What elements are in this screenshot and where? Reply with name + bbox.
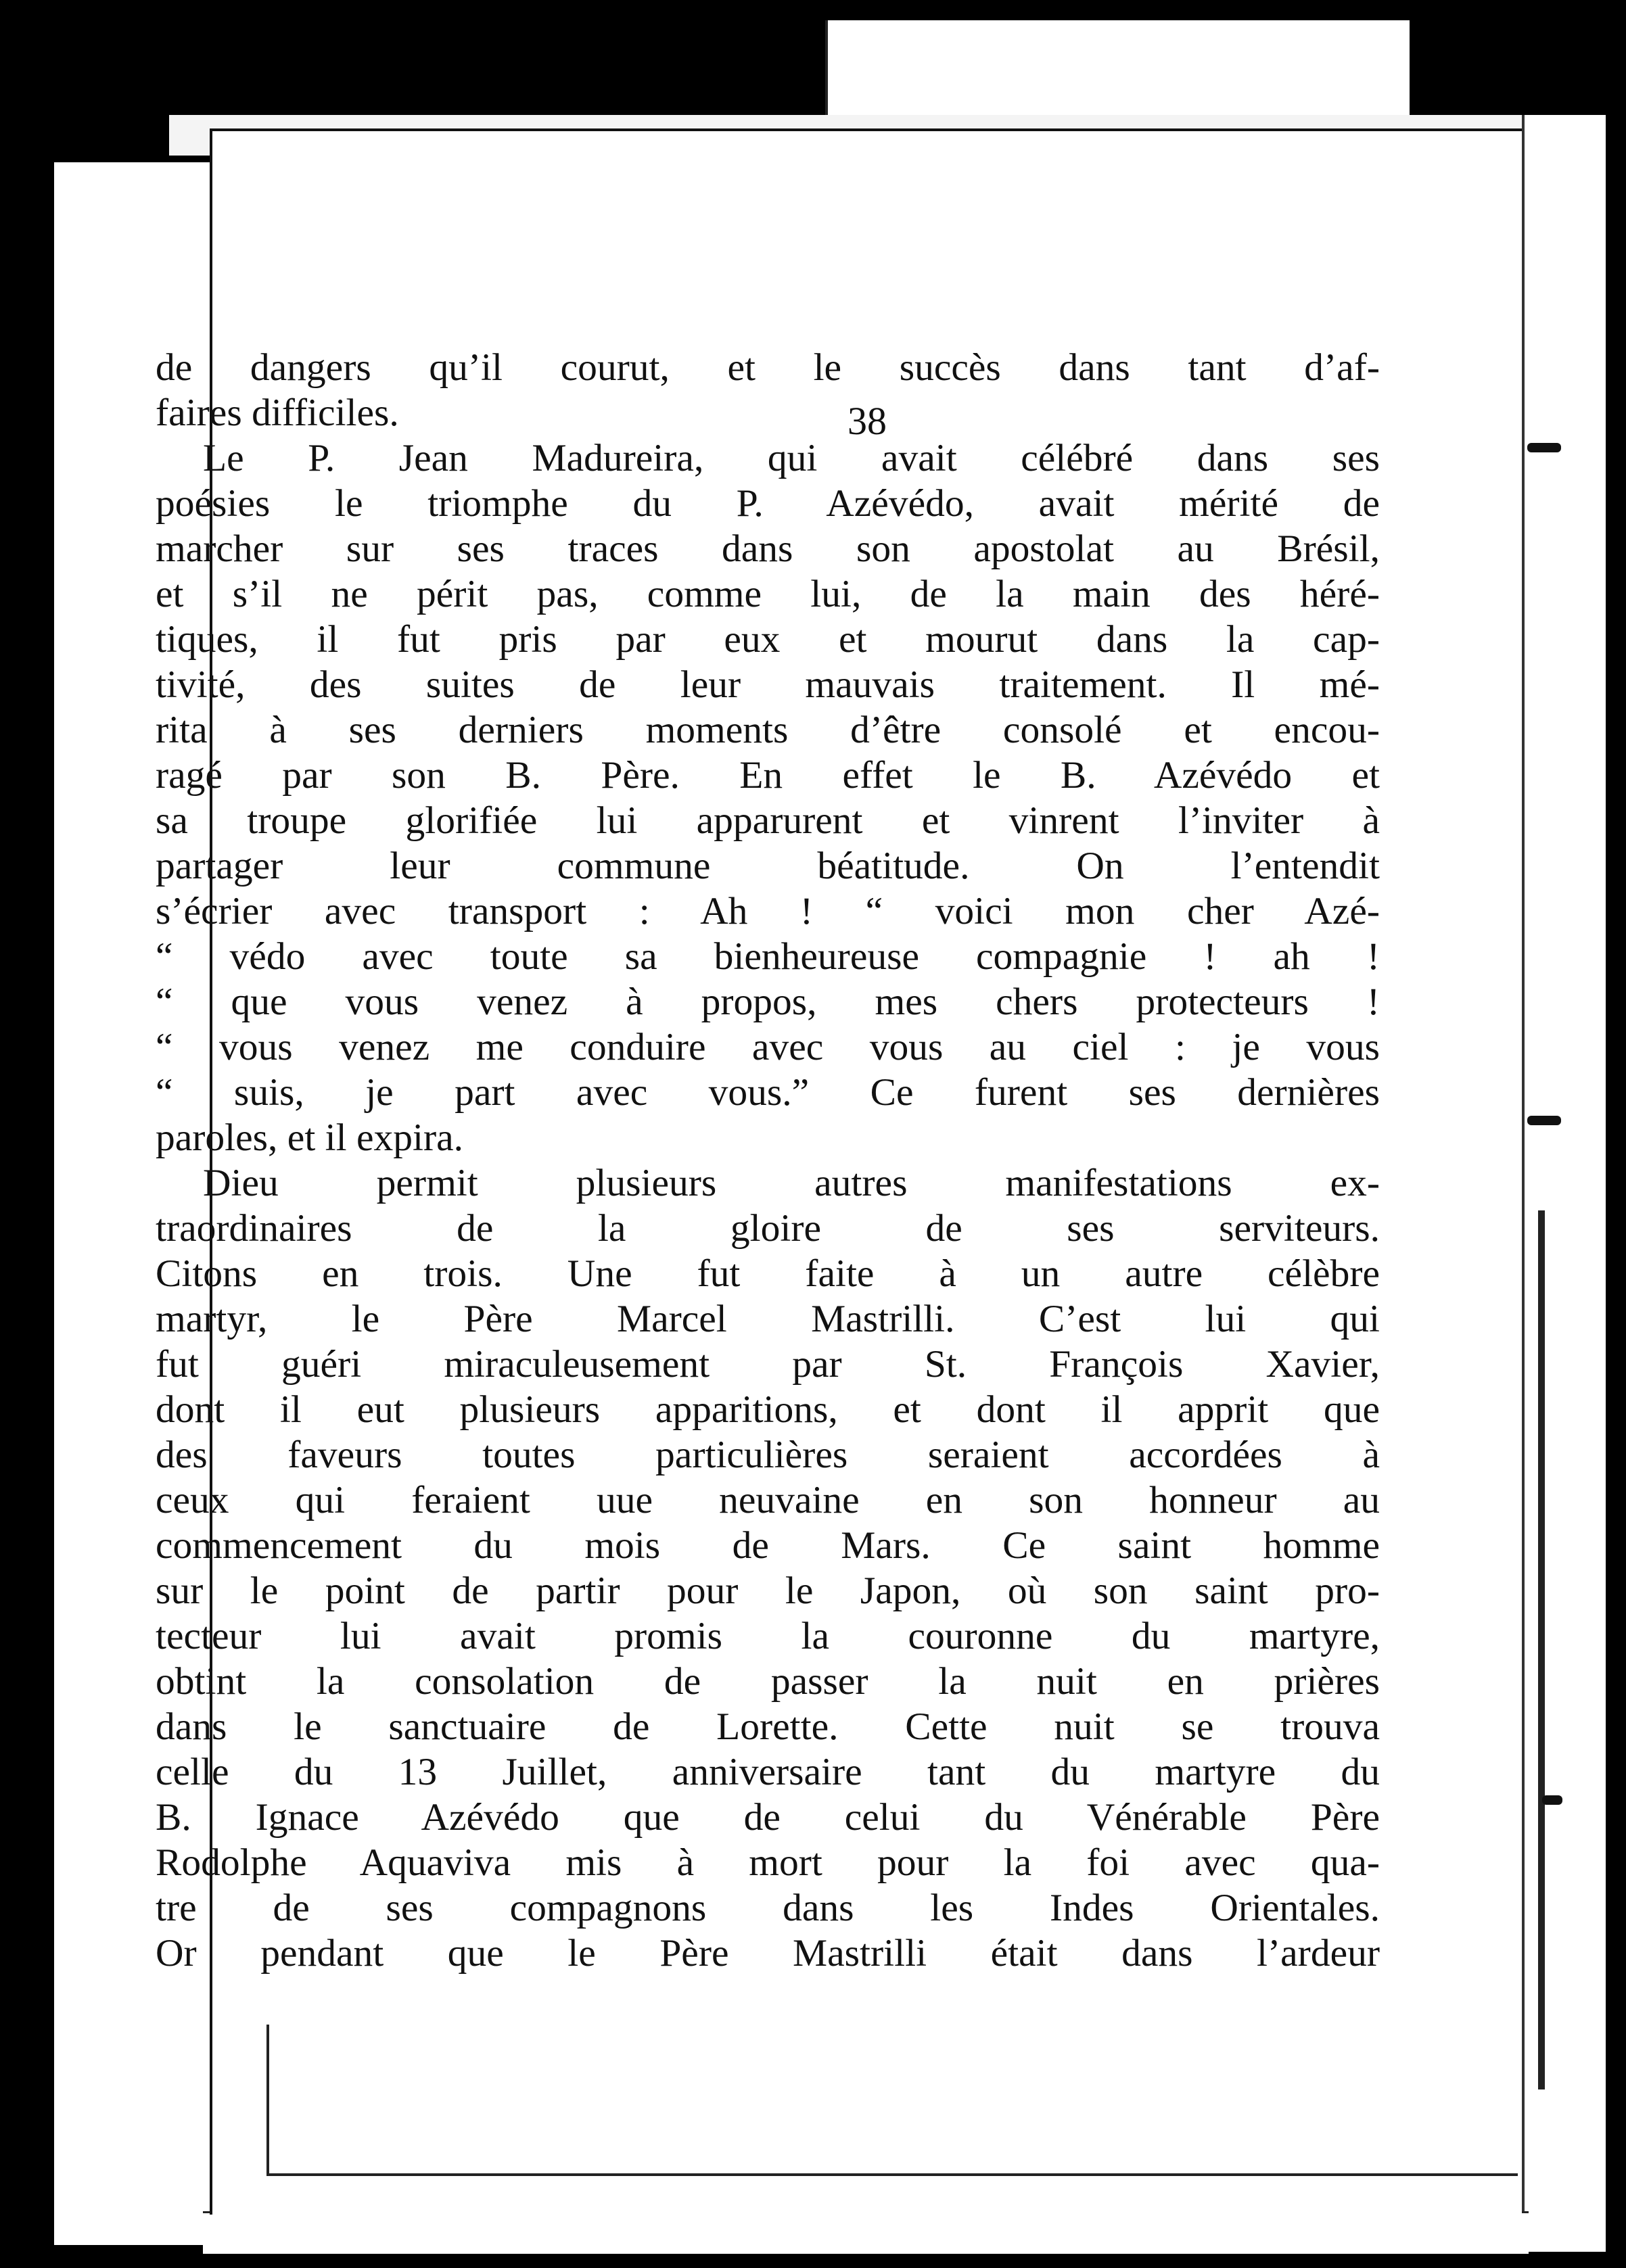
margin-mark [1542,1795,1562,1805]
text-line: Rodolphe Aquaviva mis à mort pour la foi avec qua- [156,1841,1380,1884]
text-line: tre de ses compagnons dans les Indes Orientales. [156,1887,1380,1929]
page-number: 38 [847,399,887,443]
margin-mark [1527,443,1561,452]
text-line: sa troupe glorifiée lui apparurent et vinrent l’inviter à [156,799,1380,842]
text-line: Le P. Jean Madureira, qui avait célébré dans ses [203,437,1380,479]
text-line: dans le sanctuaire de Lorette. Cette nuit se trouva [156,1705,1380,1748]
text-line: partager leur commune béatitude. On l’entendit [156,845,1380,887]
body-text [156,345,1380,1976]
text-line: commencement du mois de Mars. Ce saint homme [156,1524,1380,1567]
text-line: et s’il ne périt pas, comme lui, de la main des héré- [156,573,1380,615]
page-left-rule [266,2025,269,2173]
text-line: tivité, des suites de leur mauvais traitement. Il mé- [156,663,1380,706]
page-bottom-rule [266,2173,1518,2176]
text-line: poésies le triomphe du P. Azévédo, avait mérité de [156,482,1380,525]
text-line: “ védo avec toute sa bienheureuse compagnie ! ah ! [156,935,1380,978]
text-line: B. Ignace Azévédo que de celui du Vénérable Père [156,1796,1380,1839]
text-line: “ que vous venez à propos, mes chers protecteurs ! [156,981,1380,1023]
text-line: sur le point de partir pour le Japon, où son saint pro- [156,1569,1380,1612]
text-line: tecteur lui avait promis la couronne du martyre, [156,1615,1380,1657]
text-line: ragé par son B. Père. En effet le B. Azévédo et [156,754,1380,797]
text-line: de dangers qu’il courut, et le succès dans tant d’af- [156,346,1380,389]
text-line: faires difficiles. [156,392,399,434]
text-line: dont il eut plusieurs apparitions, et dont il apprit que [156,1388,1380,1431]
text-line: marcher sur ses traces dans son apostolat au Brésil, [156,527,1380,570]
text-line: paroles, et il expira. [156,1116,464,1159]
text-line: rita à ses derniers moments d’être consolé et encou- [156,709,1380,751]
text-line: des faveurs toutes particulières seraient accordées à [156,1434,1380,1476]
text-line: tiques, il fut pris par eux et mourut dans la cap- [156,618,1380,661]
back-page-edge-top [825,20,1410,115]
text-line: s’écrier avec transport : Ah ! “ voici mon cher Azé- [156,890,1380,932]
text-line: Dieu permit plusieurs autres manifestations ex- [203,1162,1380,1204]
text-line: “ vous venez me conduire avec vous au ciel : je vous [156,1026,1380,1068]
text-line: martyr, le Père Marcel Mastrilli. C’est lui qui [156,1298,1380,1340]
text-line: traordinaires de la gloire de ses serviteurs. [156,1207,1380,1250]
bottom-page-edge [203,2211,1529,2254]
text-line: fut guéri miraculeusement par St. François Xavier, [156,1343,1380,1386]
text-line: obtint la consolation de passer la nuit en prières [156,1660,1380,1703]
text-line: ceux qui feraient uue neuvaine en son honneur au [156,1479,1380,1521]
text-line: celle du 13 Juillet, anniversaire tant du martyre du [156,1751,1380,1793]
text-line: Or pendant que le Père Mastrilli était dans l’ardeur [156,1932,1380,1975]
right-page-edge [1522,115,1606,2252]
text-line: Citons en trois. Une fut faite à un autre célèbre [156,1252,1380,1295]
margin-mark [1527,1116,1561,1125]
text-line: “ suis, je part avec vous.” Ce furent ses dernières [156,1071,1380,1114]
binding-shadow [1538,1210,1545,2089]
